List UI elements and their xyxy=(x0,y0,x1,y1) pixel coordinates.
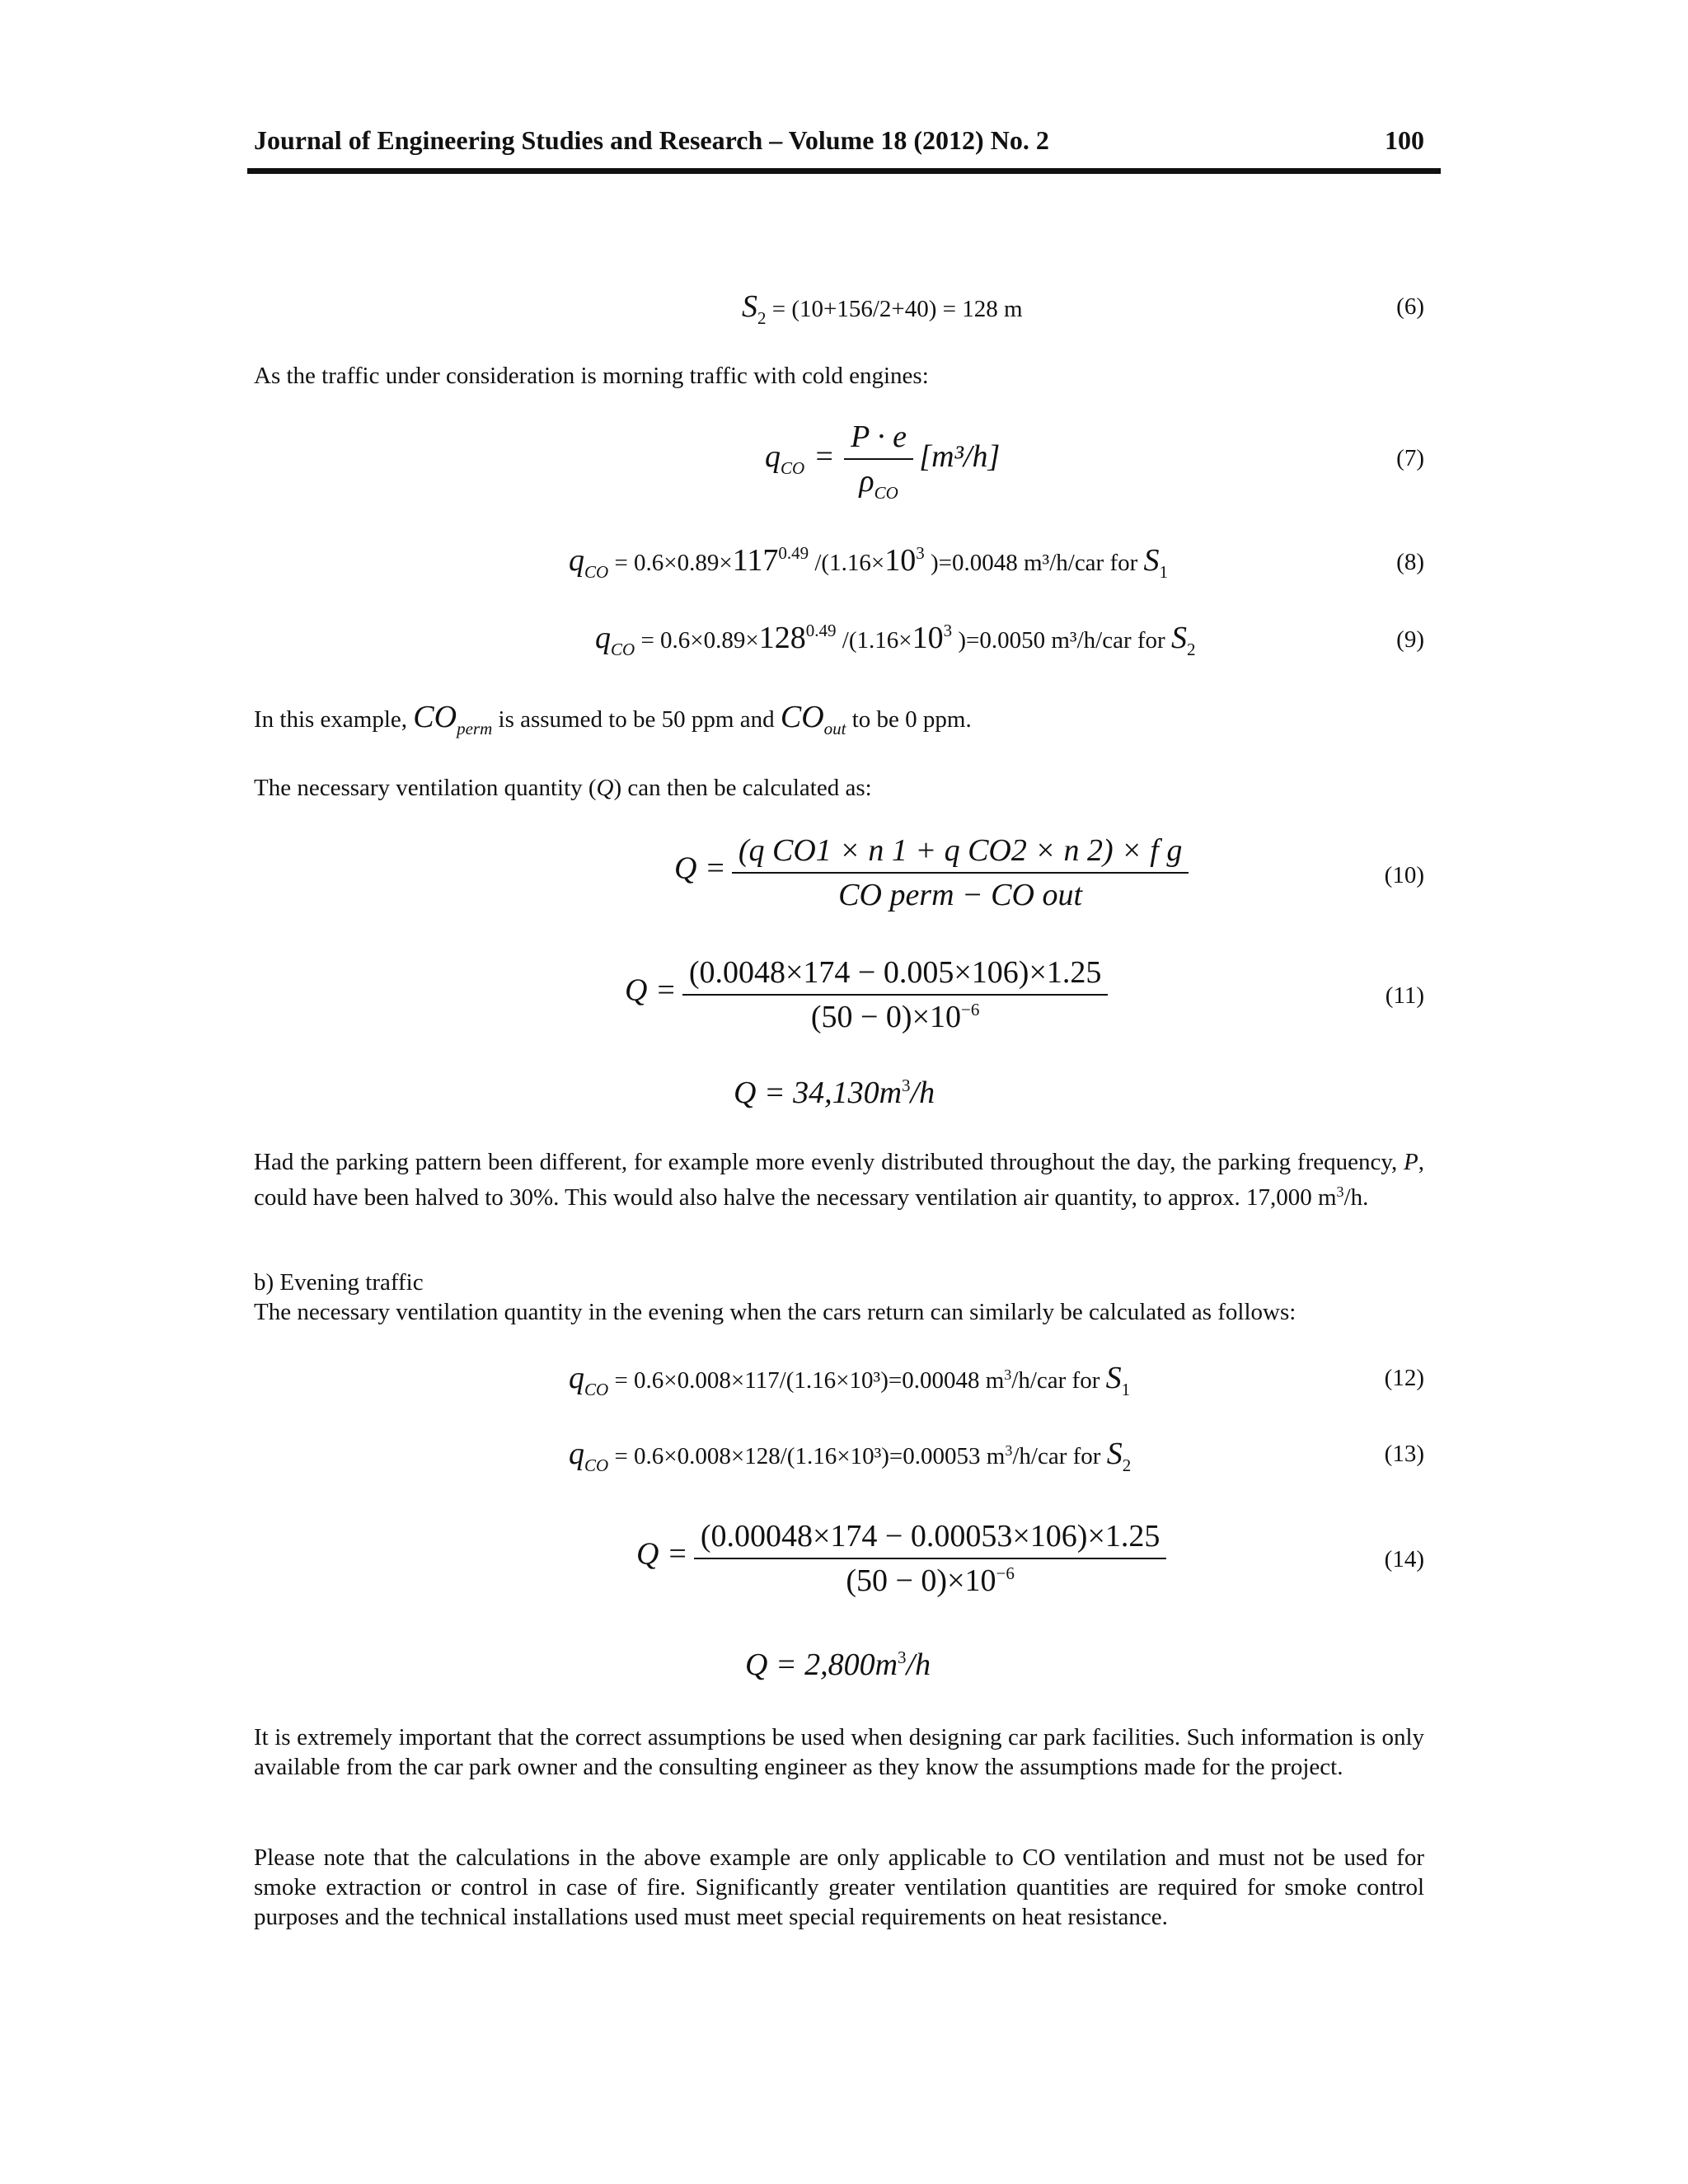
equation-13: $q_{CO} = 0.6\times 0.008\times 128/(1.16\times 10^3)=0.00053$ $m^3/h$/car for $S_2$ xyxy=(569,1436,1132,1475)
equation-number-8: (8) xyxy=(1396,549,1424,575)
fraction-q-evening: $\frac{(0.00048\times 174 - 0.00053\times 106)\times 1.25}{(50 - 0)\times 10^{-6}}$ xyxy=(694,1518,1167,1599)
equation-number-6: (6) xyxy=(1396,293,1424,320)
paragraph-parking-pattern: Had the parking pattern been different, for example more evenly distributed throughout the day, the parking frequency, P, could have been halved to 30%. This would also halve the necessary ventilation air quantity, to approx. 17,000 $m^3/h$. xyxy=(254,1149,1424,1211)
journal-title: Journal of Engineering Studies and Research – Volume 18 (2012) No. 2 xyxy=(254,125,1049,155)
paragraph-smoke-note: Please note that the calculations in the above example are only applicable to CO ventilation and must not be used for smoke extraction or control in case of fire. Significantly greater ventilation quantities are required for smoke control purposes and the technical installations used must meet special requirements on heat resistance. xyxy=(254,1844,1424,1930)
equation-12: $q_{CO} = 0.6\times 0.008\times 117/(1.16\times 10^3)=0.00048$ $m^3/h$/car for $S_1$ xyxy=(569,1361,1131,1399)
equation-10: Q = $\frac{\text{(q CO1 × n 1 + q CO2 × n 2) × f g}}{\text{CO perm − CO out}}$ xyxy=(674,832,1189,913)
paragraph-morning-traffic: As the traffic under consideration is morning traffic with cold engines: xyxy=(254,363,929,389)
paragraph-assumptions: It is extremely important that the correct assumptions be used when designing car park facilities. Such information is only available from the car park owner and the consulting engineer as they know the assumptions made for the project. xyxy=(254,1724,1424,1780)
equation-number-11: (11) xyxy=(1385,982,1424,1009)
paragraph-ventilation-intro: The necessary ventilation quantity (Q) can then be calculated as: xyxy=(254,775,872,801)
equation-6: $S_2 = (10+156/2+40) = 128$ m xyxy=(742,289,1023,328)
equation-number-9: (9) xyxy=(1396,626,1424,653)
paragraph-evening-traffic: b) Evening traffic The necessary ventilation quantity in the evening when the cars return can similarly be calculated as follows: xyxy=(254,1268,1424,1327)
equation-8: $q_{CO} = 0.6\times 0.89\times 117^{0.49}$ $/(1.16\times 10^3$ )=0.0048 m³/h/car for $S_1$ xyxy=(569,543,1169,582)
equation-11: Q = $\frac{(0.0048\times 174 - 0.005\times 106)\times 1.25}{(50 - 0)\times 10^{-6}}$ xyxy=(625,954,1108,1035)
paragraph-co-assumptions: In this example, $CO_{perm}$ is assumed to be 50 ppm and $CO_{out}$ to be 0 ppm. xyxy=(254,700,972,738)
fraction-q-morning: $\frac{(0.0048\times 174 - 0.005\times 106)\times 1.25}{(50 - 0)\times 10^{-6}}$ xyxy=(682,954,1109,1035)
result-q-evening: $Q = 2,800m^3/h$ xyxy=(745,1647,931,1682)
equation-number-10: (10) xyxy=(1384,862,1424,888)
equation-9: $q_{CO} = 0.6\times 0.89\times 128^{0.49}$ $/(1.16\times 10^3$ )=0.0050 m³/h/car for $S_2$ xyxy=(595,621,1196,659)
result-q-morning: $Q = 34,130m^3/h$ xyxy=(734,1076,935,1110)
running-header xyxy=(254,125,1424,162)
page-number: 100 xyxy=(1385,125,1424,155)
fraction-qco: $\frac{P \cdot e}{\rho_{CO}}$ xyxy=(844,419,913,504)
fraction-q-general: $\frac{\text{(q CO1 × n 1 + q CO2 × n 2) × f g}}{\text{CO perm − CO out}}$ xyxy=(732,832,1189,913)
equation-14: Q = $\frac{(0.00048\times 174 - 0.00053\times 106)\times 1.25}{(50 - 0)\times 10^{-6}}$ xyxy=(636,1518,1166,1599)
equation-number-7: (7) xyxy=(1396,445,1424,471)
equation-number-12: (12) xyxy=(1384,1365,1424,1391)
equation-7: $q_{CO}$ = $\frac{P \cdot e}{\rho_{CO}}$ [m³/h] xyxy=(765,419,1001,503)
header-rule xyxy=(247,168,1441,174)
equation-number-14: (14) xyxy=(1384,1546,1424,1572)
equation-number-13: (13) xyxy=(1384,1441,1424,1467)
subsection-title: b) Evening traffic xyxy=(254,1269,424,1296)
